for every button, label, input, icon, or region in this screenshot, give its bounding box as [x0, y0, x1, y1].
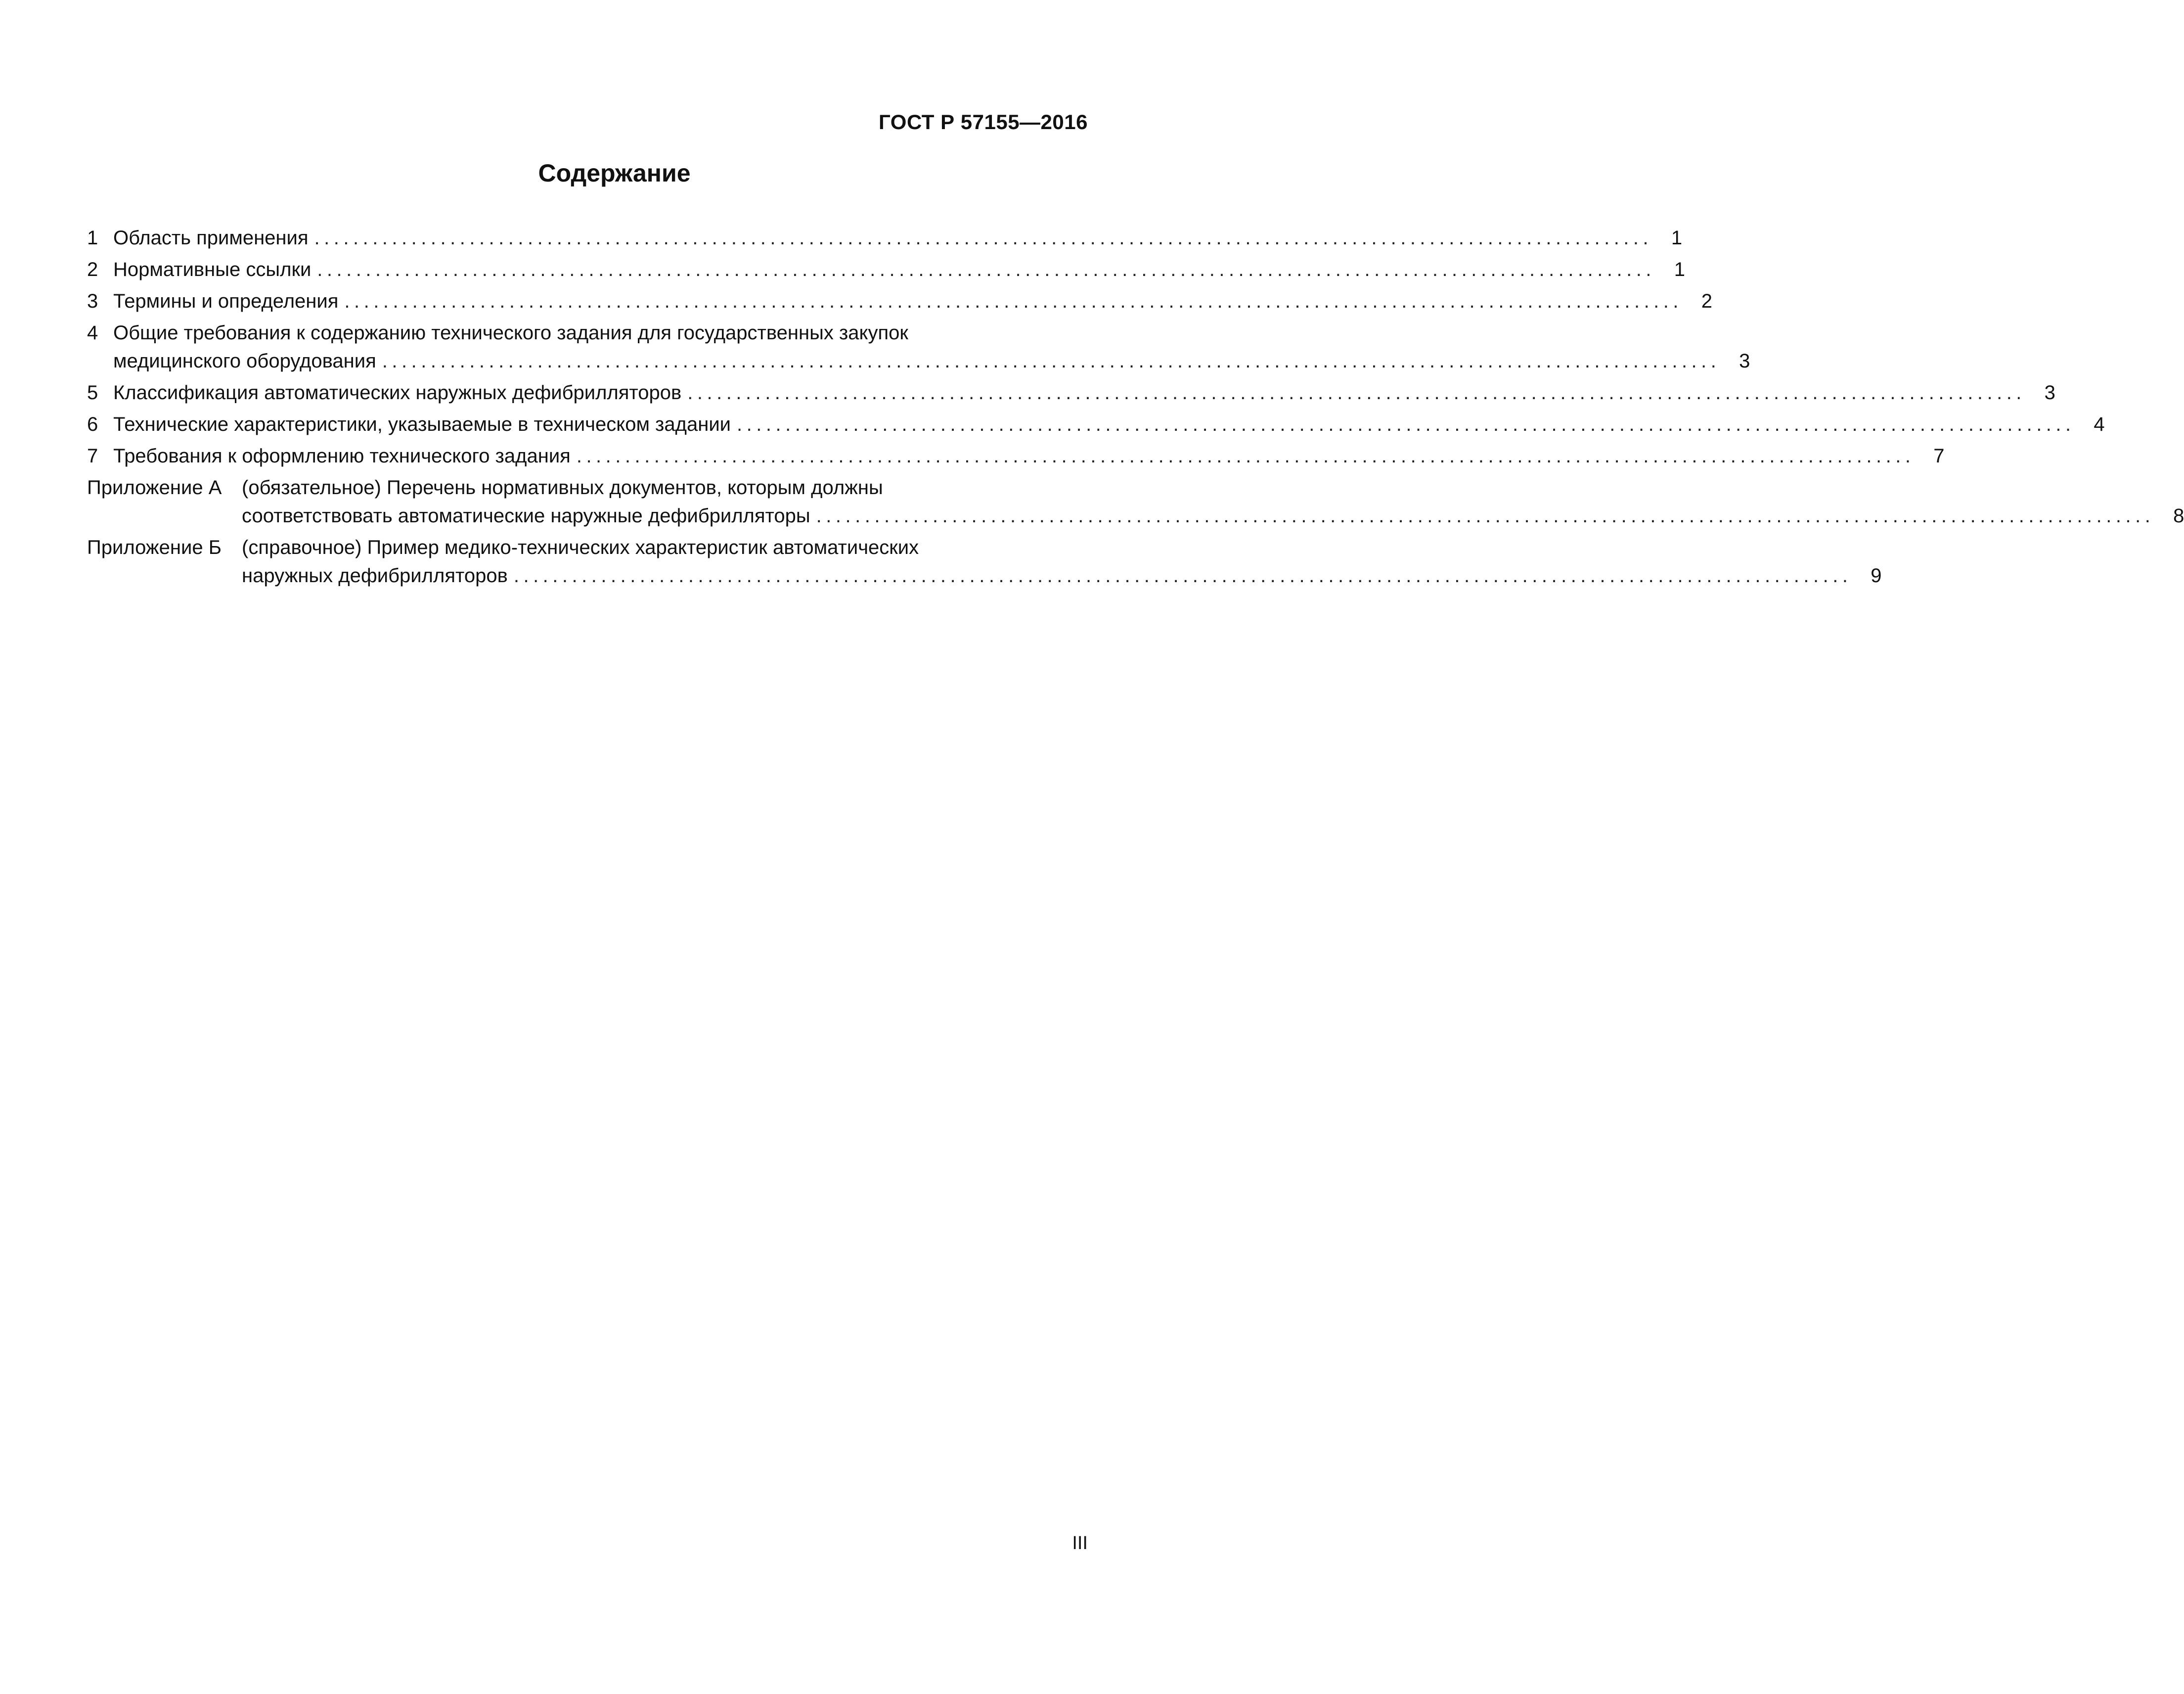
toc-entry-page: 2: [1701, 290, 1713, 312]
toc-entry-page: 3: [1739, 350, 1750, 372]
toc-entry-1[interactable]: [87, 224, 1683, 252]
toc-entry-title-line2: медицинского оборудования: [113, 350, 376, 372]
toc-appendix-b[interactable]: [87, 534, 1882, 590]
dot-leader: ..........................................................................................................................................: [314, 227, 1653, 249]
page-title: Содержание: [538, 159, 691, 187]
dot-leader: ..........................................................................................................................................: [513, 565, 1852, 587]
dot-leader: ..........................................................................................................................................: [687, 382, 2026, 404]
dot-leader: ..........................................................................................................................................: [344, 290, 1683, 312]
toc-entry-2[interactable]: [87, 256, 1685, 284]
toc-entry-page: 4: [2094, 413, 2105, 435]
toc-entry-4[interactable]: [87, 319, 1750, 375]
table-of-contents: [87, 224, 2184, 594]
toc-entry-page: 1: [1671, 227, 1683, 249]
toc-entry-number: 3: [87, 290, 98, 312]
toc-entry-title: Нормативные ссылки: [113, 259, 312, 280]
toc-entry-page: 3: [2044, 382, 2055, 404]
appendix-page: 8: [2173, 505, 2184, 527]
toc-entry-number: 5: [87, 382, 98, 404]
appendix-page: 9: [1871, 565, 1882, 587]
document-code: ГОСТ Р 57155—2016: [879, 110, 1088, 134]
toc-entry-title: Термины и определения: [113, 290, 339, 312]
dot-leader: ..........................................................................................................................................: [816, 505, 2155, 527]
toc-entry-title-line1: Общие требования к содержанию технического задания для государственных закупок: [113, 322, 908, 344]
dot-leader: ..........................................................................................................................................: [317, 259, 1655, 280]
toc-entry-number: 1: [87, 227, 98, 249]
toc-entry-number: 2: [87, 259, 98, 280]
appendix-label: Приложение Б: [87, 537, 222, 558]
toc-entry-page: 1: [1674, 259, 1685, 280]
appendix-label: Приложение А: [87, 477, 222, 499]
toc-entry-7[interactable]: [87, 442, 1945, 470]
toc-entry-title: Технические характеристики, указываемые в техническом задании: [113, 413, 731, 435]
toc-appendix-a[interactable]: [87, 474, 2184, 530]
toc-entry-5[interactable]: [87, 379, 2055, 407]
toc-entry-page: 7: [1933, 445, 1945, 467]
toc-entry-title: Область применения: [113, 227, 309, 249]
toc-entry-6[interactable]: [87, 411, 2105, 439]
dot-leader: ..........................................................................................................................................: [576, 445, 1915, 467]
appendix-title-line2: наружных дефибрилляторов: [242, 565, 508, 587]
appendix-title-line2: соответствовать автоматические наружные дефибрилляторы: [242, 505, 810, 527]
toc-entry-number: 6: [87, 413, 98, 435]
toc-entry-title: Классификация автоматических наружных дефибрилляторов: [113, 382, 682, 404]
appendix-title-line1: (справочное) Пример медико-технических характеристик автоматических: [242, 537, 919, 558]
toc-entry-number: 4: [87, 322, 98, 344]
appendix-title-line1: (обязательное) Перечень нормативных документов, которым должны: [242, 477, 883, 499]
dot-leader: ..........................................................................................................................................: [382, 350, 1721, 372]
toc-entry-3[interactable]: [87, 287, 1713, 316]
page-number: III: [1072, 1533, 1088, 1554]
toc-entry-title: Требования к оформлению технического задания: [113, 445, 571, 467]
dot-leader: ..........................................................................................................................................: [737, 413, 2075, 435]
toc-entry-number: 7: [87, 445, 98, 467]
